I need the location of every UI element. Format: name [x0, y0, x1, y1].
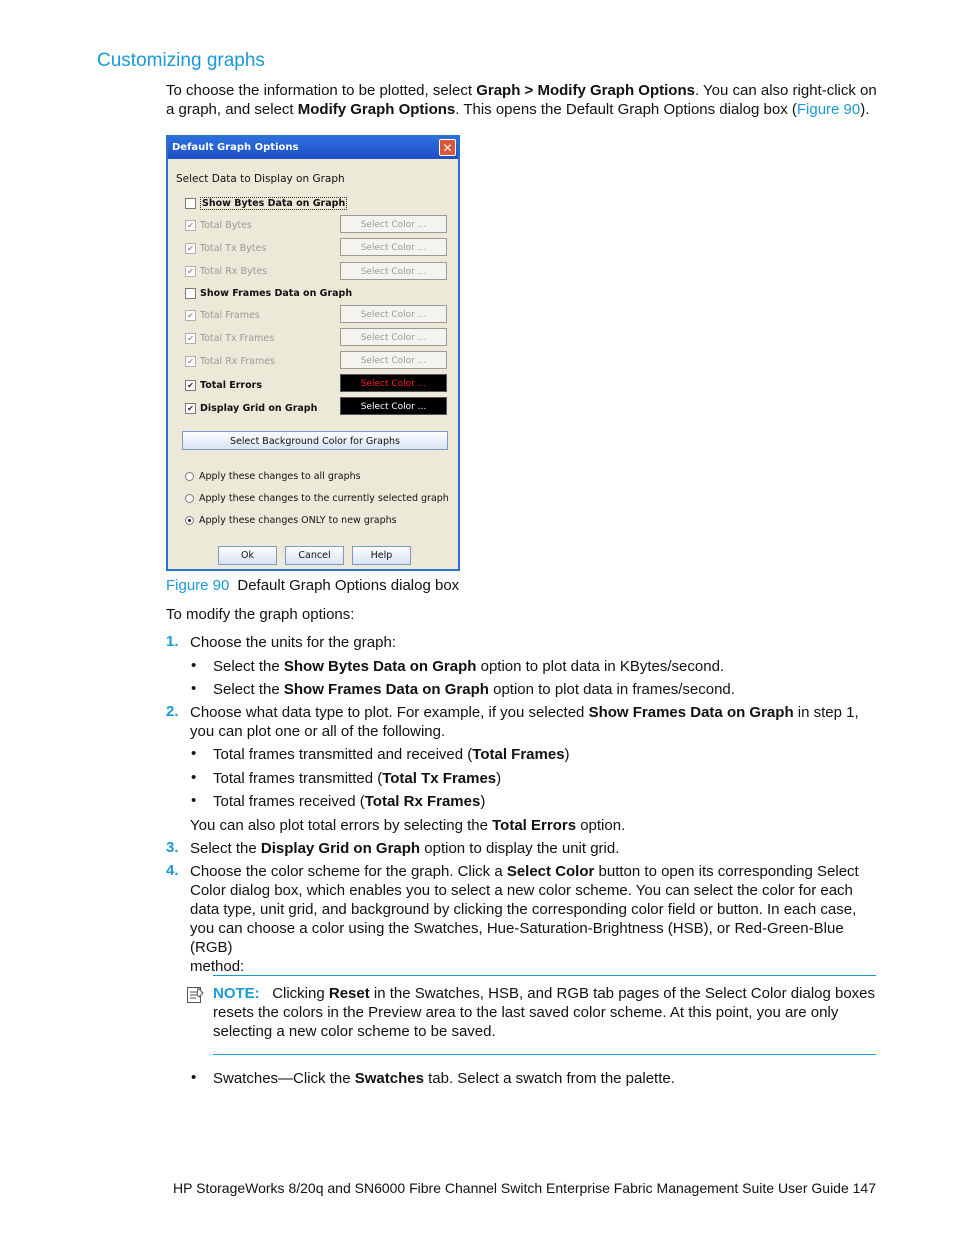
dialog-section-title: Select Data to Display on Graph: [176, 173, 345, 185]
checkbox-row[interactable]: [185, 218, 252, 232]
figure-caption-text: Default Graph Options dialog box: [237, 577, 460, 594]
radio-label: Apply these changes ONLY to new graphs: [199, 515, 397, 526]
radio-button[interactable]: [185, 516, 194, 525]
checkbox[interactable]: ✔: [185, 356, 196, 367]
select-color-button[interactable]: Select Color ...: [340, 374, 447, 392]
radio-option[interactable]: [185, 493, 449, 504]
intro-paragraph: [166, 81, 878, 119]
list-item: Select the Show Bytes Data on Graph option to plot data in KBytes/second.: [213, 658, 725, 675]
bullet: •: [191, 680, 197, 697]
figure-link[interactable]: Figure 90: [796, 101, 861, 118]
select-color-button[interactable]: Select Color ...: [340, 238, 447, 256]
step-text: Select the Display Grid on Graph option to display the unit grid.: [190, 840, 620, 857]
checkbox-row[interactable]: [185, 331, 274, 345]
bullet: •: [191, 769, 197, 786]
bullet: •: [191, 657, 197, 674]
checkbox-row[interactable]: [185, 241, 266, 255]
checkbox-row[interactable]: [185, 308, 260, 322]
list-item: Total frames received (Total Rx Frames): [213, 793, 486, 810]
checkbox-row[interactable]: [185, 264, 267, 278]
intro-text: . You can also right-click on: [694, 82, 877, 99]
default-graph-options-dialog: [166, 135, 460, 571]
checkbox-label: Show Bytes Data on Graph: [202, 197, 346, 209]
help-button[interactable]: Help: [352, 546, 411, 565]
checkbox-label: Total Rx Bytes: [200, 265, 268, 277]
select-color-button[interactable]: Select Color ...: [340, 305, 447, 323]
step-text: Choose the units for the graph:: [190, 634, 396, 651]
checkbox[interactable]: ✔: [185, 266, 196, 277]
modify-intro: To modify the graph options:: [166, 606, 355, 623]
step-text: Choose what data type to plot. For example, if you selected Show Frames Data on Graph in step 1, you can plot one or all of the following.: [190, 704, 859, 740]
select-color-button[interactable]: Select Color ...: [340, 215, 447, 233]
select-color-button[interactable]: Select Color ...: [340, 397, 447, 415]
intro-text: . This opens the Default Graph Options dialog box (: [455, 101, 797, 118]
checkbox[interactable]: ✔: [185, 220, 196, 231]
checkbox[interactable]: ✔: [185, 310, 196, 321]
intro-bold-option: Modify Graph Options: [297, 101, 456, 118]
list-item: Total frames transmitted (Total Tx Frames): [213, 770, 502, 787]
select-color-button[interactable]: Select Color ...: [340, 262, 447, 280]
select-color-button[interactable]: Select Color ...: [340, 351, 447, 369]
cancel-button[interactable]: Cancel: [285, 546, 344, 565]
checkbox-label: Total Tx Bytes: [200, 242, 267, 254]
intro-text: ).: [860, 101, 870, 118]
intro-bold-menu: Graph > Modify Graph Options: [476, 82, 695, 99]
checkbox[interactable]: ✔: [185, 243, 196, 254]
radio-button[interactable]: [185, 494, 194, 503]
list-item: Total frames transmitted and received (Total Frames): [213, 746, 570, 763]
select-color-button[interactable]: Select Color ...: [340, 328, 447, 346]
step-number: 3.: [166, 839, 179, 856]
radio-button[interactable]: [185, 472, 194, 481]
checkbox-label: Total Rx Frames: [200, 355, 275, 367]
checkbox[interactable]: [185, 198, 196, 209]
note-label: NOTE:: [213, 985, 260, 1002]
radio-label: Apply these changes to the currently selected graph: [199, 493, 449, 504]
close-icon[interactable]: ✕: [439, 139, 456, 156]
step-note: You can also plot total errors by selecting the Total Errors option.: [190, 817, 626, 834]
note-body: NOTE: Clicking Reset in the Swatches, HSB, and RGB tab pages of the Select Color dialog boxes resets the colors in the Preview area to the last saved color scheme. At this point, you are only selecting a new color scheme to be saved.: [213, 985, 876, 1040]
checkbox-label: Total Errors: [200, 379, 262, 391]
checkbox-row[interactable]: [185, 286, 352, 300]
bullet: •: [191, 745, 197, 762]
checkbox-label: Display Grid on Graph: [200, 402, 318, 414]
checkbox-row[interactable]: [185, 401, 317, 415]
step-number: 2.: [166, 703, 179, 720]
step-text: Choose the color scheme for the graph. Click a Select Color button to open its corresponding Select Color dialog box, which enables you to select a new color scheme. You can select the color for each data type, unit grid, and background by clicking the corresponding color field or button. In each case, you can choose a color using the Swatches, Hue-Saturation-Brightness (HSB), or Red-Green-Blue (RGB) method:: [190, 863, 859, 975]
list-item: Select the Show Frames Data on Graph option to plot data in frames/second.: [213, 681, 735, 698]
checkbox[interactable]: ✔: [185, 333, 196, 344]
note-top-rule: [213, 975, 876, 976]
figure-number: Figure 90: [166, 577, 230, 594]
checkbox-label: Total Tx Frames: [200, 332, 275, 344]
ok-button[interactable]: Ok: [218, 546, 277, 565]
checkbox-label: Show Frames Data on Graph: [200, 287, 353, 299]
bullet: •: [191, 792, 197, 809]
bullet: •: [191, 1069, 197, 1086]
page-heading: Customizing graphs: [97, 50, 265, 71]
checkbox-row[interactable]: [185, 196, 347, 210]
radio-option[interactable]: [185, 471, 361, 482]
checkbox-label: Total Frames: [200, 309, 260, 321]
step-number: 1.: [166, 633, 179, 650]
note-bottom-rule: [213, 1054, 876, 1055]
checkbox[interactable]: [185, 288, 196, 299]
select-background-color-button[interactable]: Select Background Color for Graphs: [182, 431, 448, 450]
page-footer: HP StorageWorks 8/20q and SN6000 Fibre Channel Switch Enterprise Fabric Management Suite User Guide 147: [173, 1180, 876, 1196]
step-number: 4.: [166, 862, 179, 879]
intro-text: To choose the information to be plotted, select: [166, 82, 477, 99]
radio-option[interactable]: [185, 515, 397, 526]
checkbox-label: Total Bytes: [200, 219, 252, 231]
checkbox-row[interactable]: [185, 378, 262, 392]
intro-text: a graph, and select: [166, 101, 298, 118]
checkbox-row[interactable]: [185, 354, 275, 368]
checkbox[interactable]: ✔: [185, 403, 196, 414]
dialog-title: Default Graph Options: [172, 142, 299, 153]
dialog-titlebar: [168, 137, 458, 159]
note-icon: [186, 986, 204, 1004]
checkbox[interactable]: ✔: [185, 380, 196, 391]
radio-label: Apply these changes to all graphs: [199, 471, 361, 482]
figure-caption: [166, 577, 459, 594]
list-item: Swatches—Click the Swatches tab. Select a swatch from the palette.: [213, 1070, 675, 1087]
